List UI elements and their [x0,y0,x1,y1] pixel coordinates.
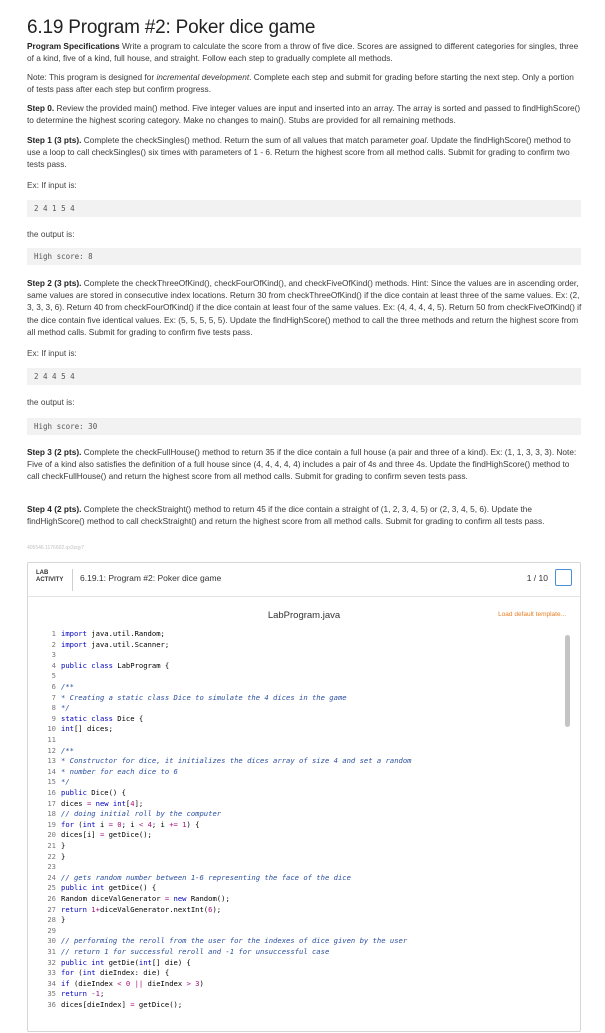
code-line [28,714,143,725]
code-text: */ [61,703,70,713]
line-number: 30 [47,936,56,946]
code-line [28,852,65,863]
code-text: * Constructor for dice, it initializes the dices array of size 4 and set a random [61,756,412,766]
code-line [28,777,70,788]
code-line [28,958,191,969]
lab-badge-line1: LAB [36,570,49,576]
code-line [28,799,143,810]
line-number: 7 [51,692,56,702]
step-1-emphasis: goal [410,135,427,145]
line-number: 11 [47,735,56,744]
step-3-label: Step 3 (2 pts). [27,447,82,457]
code-text: public Dice() { [61,788,126,797]
step-2-label: Step 2 (3 pts). [27,278,82,288]
line-number: 5 [51,671,56,681]
code-text: import java.util.Random; [61,629,165,638]
code-line [28,894,230,905]
code-line [28,926,61,937]
code-text: int[] dices; [61,724,113,734]
line-number: 9 [51,713,56,723]
code-line [28,629,165,640]
note-emphasis: incremental development [156,72,250,82]
code-text: /** [61,745,74,755]
example-1-input: 2 4 1 5 4 [27,200,581,217]
lab-title: 6.19.1: Program #2: Poker dice game [80,573,222,583]
code-text: } [61,841,66,850]
line-number: 2 [51,639,56,649]
code-line [28,905,221,916]
line-number: 25 [47,883,56,893]
note-suffix: . Complete each step and submit for grading before starting the next step. Only a portion of tests pass after each step but confirm progress. [27,72,574,95]
code-text: // return 1 for successful reroll and -1 for unsuccessful case [61,947,330,956]
line-number: 16 [47,788,56,797]
code-text: public int getDice() { [61,883,157,893]
step-2-paragraph [27,277,583,338]
step-3-paragraph [27,446,583,483]
example-1-output-label: the output is: [27,229,75,239]
code-text: Random diceValGenerator = new Random(); [61,894,230,903]
code-line [28,640,169,651]
code-text: return -1; [61,989,105,999]
line-number: 15 [47,777,56,787]
step-4-text: Complete the checkStraight() method to return 45 if the dice contain a straight of (1, 2, 3, 4, 5) or (2, 3, 4, 5, 6). Update the findHighScore() method to call checkStraight() and return the highest score from all method calls. Submit for grading to confirm all tests pass. [27,504,545,527]
line-number: 13 [47,756,56,766]
example-2-input-label: Ex: If input is: [27,348,77,358]
line-number: 24 [47,872,56,882]
step-0-paragraph [27,102,583,126]
code-text: * Creating a static class Dice to simulate the 4 dices in the game [61,692,347,702]
code-line [28,883,156,894]
line-number: 22 [47,851,56,861]
note-prefix: Note: This program is designed for [27,72,157,82]
code-text: if (dieIndex < 0 || dieIndex > 3) [61,978,204,988]
code-line [28,979,204,990]
step-1-text2: . Update the findHighScore() method to use a loop to call checkSingles() six times with parameters of 1 - 6. Return the highest score from all method calls. Submit for grading to confirm two tests pass. [27,135,571,170]
code-text: public int getDie(int[] die) { [61,957,191,967]
example-2-output-label: the output is: [27,397,75,407]
file-name: LabProgram.java [267,610,341,621]
page-title: 6.19 Program #2: Poker dice game [27,16,316,38]
line-number: 8 [51,703,56,713]
code-text: import java.util.Scanner; [61,639,170,649]
line-number: 3 [51,650,56,660]
line-number: 19 [47,819,56,829]
completion-checkbox-icon [555,569,572,586]
example-2-input: 2 4 4 5 4 [27,368,581,385]
line-number: 12 [47,745,56,755]
code-line [28,989,104,1000]
code-text: } [61,915,66,925]
note-paragraph [27,71,583,95]
code-line [28,1000,182,1011]
code-text: dices[i] = getDice(); [61,830,152,840]
code-editor[interactable] [28,629,576,1033]
editor-scrollbar[interactable] [565,635,570,727]
line-number: 35 [47,989,56,999]
program-specifications [27,40,583,64]
code-text: // doing initial roll by the computer [61,809,222,819]
code-line [28,703,70,714]
code-text: for (int i = 0; i < 4; i += 1) { [61,819,200,829]
line-number: 29 [47,925,56,935]
lab-score: 1 / 10 [526,573,548,583]
code-line [28,693,347,704]
code-line [28,915,65,926]
line-number: 17 [47,798,56,808]
line-number: 36 [47,1000,56,1009]
code-text: // gets random number between 1-6 representing the face of the dice [61,872,351,882]
spec-label: Program Specifications [27,41,120,51]
code-line [28,724,113,735]
code-text: dices[dieIndex] = getDice(); [61,1000,183,1009]
lab-badge-line2: ACTIVITY [36,577,64,583]
code-line [28,841,65,852]
code-line [28,947,329,958]
example-1-input-label: Ex: If input is: [27,180,77,190]
line-number: 20 [47,830,56,840]
code-text: */ [61,777,70,787]
code-text: public class LabProgram { [61,660,170,670]
code-line [28,862,61,873]
code-line [28,820,200,831]
line-number: 33 [47,968,56,978]
code-line [28,671,61,682]
code-line [28,809,221,820]
line-number: 14 [47,766,56,776]
line-number: 26 [47,894,56,903]
lab-activity-badge [36,570,66,584]
code-text: } [61,851,66,861]
step-1-paragraph [27,134,583,171]
code-text: /** [61,682,74,691]
code-line [28,746,74,757]
code-line [28,735,61,746]
line-number: 18 [47,809,56,819]
code-line [28,788,126,799]
line-number: 32 [47,957,56,967]
spec-text: Write a program to calculate the score from a throw of five dice. Scores are assigned to different categories for singles, three of a kind, five of a kind, full house, and straight. Follow each step to gradually complete all methods. [27,41,579,64]
line-number: 4 [51,660,56,670]
lab-header [28,563,580,597]
line-number: 27 [47,904,56,914]
line-number: 1 [51,629,56,638]
code-line [28,767,178,778]
lab-header-divider [72,569,73,591]
step-0-label: Step 0. [27,103,55,113]
step-4-paragraph [27,503,583,527]
step-2-text: Complete the checkThreeOfKind(), checkFourOfKind(), and checkFiveOfKind() methods. Hint: Since the values are in ascending order, same values are stored in consecutive index locations. Return 30 from checkThreeOfKind() if the dice contain at least three of the same values. Ex: (2, 3, 3, 3, 6). Return 40 from checkFourOfKind() if the dice contain at least four of the same values. Ex: (4, 4, 4, 4, 5). Return 50 from checkFiveOfKind() if the dice contain five identical values. Ex: (5, 5, 5, 5, 5). Update the findHighScore() method to call the three methods and return the highest score from all method calls. Submit for grading to confirm five tests pass. [27,278,582,337]
example-2-output: High score: 30 [27,418,581,435]
code-text: // performing the reroll from the user for the indexes of dice given by the user [61,936,408,946]
line-number: 10 [47,724,56,734]
step-4-label: Step 4 (2 pts). [27,504,82,514]
code-text: * number for each dice to 6 [61,766,178,776]
code-line [28,830,152,841]
code-line [28,968,169,979]
code-line [28,650,61,661]
line-number: 21 [47,841,56,850]
line-number: 34 [47,978,56,988]
example-1-output: High score: 8 [27,248,581,265]
step-3-text: Complete the checkFullHouse() method to return 35 if the dice contain a full house (a pair and three of a kind). Ex: (1, 1, 3, 3, 3). Note: Five of a kind also satisfies the definition of a full house since (4, 4, 4, 4, 4) includes a pair of 4s and three 4s. Update the findHighScore() method to call checkFullHouse() and return the highest score from all method calls. Submit for grading to confirm seven tests pass. [27,447,577,482]
lab-activity-panel [27,562,581,1032]
step-1-label: Step 1 (3 pts). [27,135,82,145]
step-1-text: Complete the checkSingles() method. Return the sum of all values that match parameter [81,135,411,145]
line-number: 28 [47,915,56,925]
line-number: 6 [51,682,56,691]
code-line [28,682,74,693]
code-line [28,756,412,767]
activity-id: 405546.1176602.qx3zqy7 [27,545,85,551]
code-line [28,873,351,884]
step-0-text: Review the provided main() method. Five integer values are input and inserted into an array. The array is sorted and passed to findHighScore() to determine the highest scoring category. Make no changes to main(). Stubs are provided for all remaining methods. [27,103,581,126]
line-number: 31 [47,947,56,956]
code-text: static class Dice { [61,713,144,723]
line-number: 23 [47,862,56,872]
code-text: for (int dieIndex: die) { [61,968,170,978]
code-text: dices = new int[4]; [61,798,144,808]
load-default-template-link[interactable]: Load default template... [498,611,566,618]
code-line [28,661,169,672]
code-line [28,936,407,947]
code-text: return 1+diceValGenerator.nextInt(6); [61,904,222,914]
